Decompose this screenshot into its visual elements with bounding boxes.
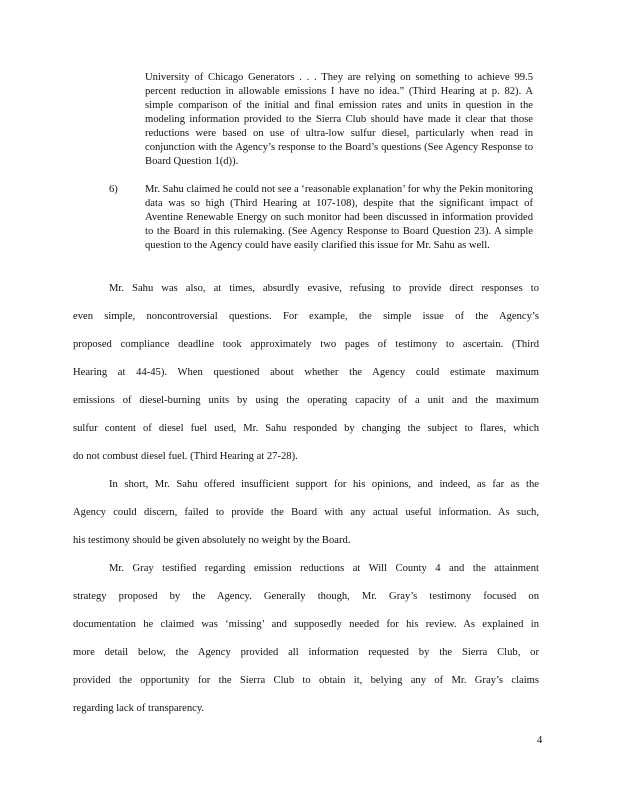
text-line: do not combust diesel fuel. (Third Hearing at 27-28). <box>73 451 298 462</box>
text-line: regarding lack of transparency. <box>73 703 205 714</box>
block-quote-continuation: University of Chicago Generators . . . They are relying on something to achieve 99.5 percent reduction in allowable emissions I have no idea.” (Third Hearing at p. 82). A simple comparison of the initial and final emission rates and units in question in the modeling information provided to the Sierra Club should have made it clear that those reductions were based on use of ultra-low sulfur diesel, particularly when read in conjunction with the Agency’s response to the Board’s questions (See Agency Response to Board Question 1(d)). <box>145 72 533 167</box>
text-line: documentation he claimed was ‘missing’ and supposedly needed for his review. As explained in <box>73 619 539 630</box>
text-line: strategy proposed by the Agency. Generally though, Mr. Gray’s testimony focused on <box>73 591 539 602</box>
text-line: Mr. Sahu was also, at times, absurdly evasive, refusing to provide direct responses to <box>109 283 539 294</box>
text-line: Agency could discern, failed to provide the Board with any actual useful information. As such, <box>73 507 539 518</box>
text-line: sulfur content of diesel fuel used, Mr. Sahu responded by changing the subject to flares, which <box>73 423 539 434</box>
paragraph-gray-testimony <box>73 555 539 723</box>
list-item-text: Mr. Sahu claimed he could not see a ‘reasonable explanation’ for why the Pekin monitoring data was so high (Third Hearing at 107-108), despite that the significant impact of Aventine Renewable Energy on such monitor had been discussed in information provided to the Board in this rulemaking. (See Agency Response to Board Question 23). A simple question to the Agency could have easily clarified this issue for Mr. Sahu as well. <box>145 184 533 251</box>
paragraph-in-short <box>73 471 539 555</box>
text-line: more detail below, the Agency provided all information requested by the Sierra Club, or <box>73 647 539 658</box>
text-line: emissions of diesel-burning units by using the operating capacity of a unit and the maximum <box>73 395 539 406</box>
page-number: 4 <box>537 735 543 746</box>
paragraph-sahu-evasive <box>73 275 539 471</box>
text-line: provided the opportunity for the Sierra Club to obtain it, belying any of Mr. Gray’s claims <box>73 675 539 686</box>
list-item-number: 6) <box>109 184 118 195</box>
text-line: even simple, noncontroversial questions. For example, the simple issue of the Agency’s <box>73 311 539 322</box>
text-line: Hearing at 44-45). When questioned about whether the Agency could estimate maximum <box>73 367 539 378</box>
text-line: Mr. Gray testified regarding emission reductions at Will County 4 and the attainment <box>109 563 539 574</box>
text-line: his testimony should be given absolutely no weight by the Board. <box>73 535 351 546</box>
text-line: In short, Mr. Sahu offered insufficient support for his opinions, and indeed, as far as the <box>109 479 539 490</box>
text-line: proposed compliance deadline took approximately two pages of testimony to ascertain. (Third <box>73 339 539 350</box>
